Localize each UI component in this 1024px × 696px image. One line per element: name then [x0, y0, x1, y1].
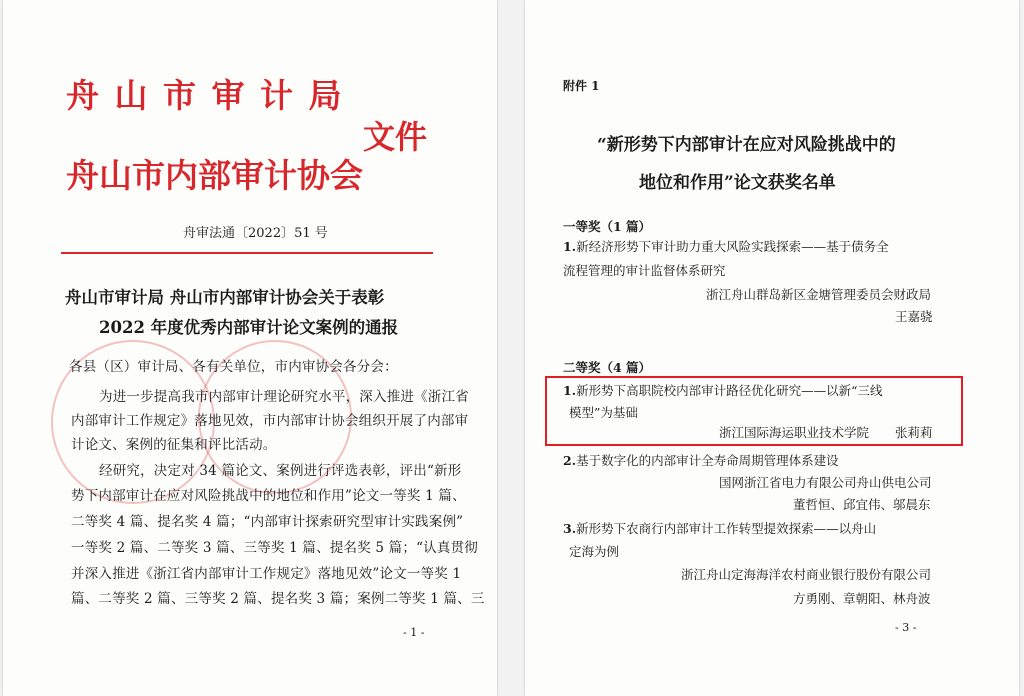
agency-name-audit-association: 舟山市内部审计协会	[66, 156, 363, 195]
paragraph-line: 二等奖 4 篇、提名奖 4 篇；“内部审计探索研究型审计实践案例”	[71, 514, 464, 530]
page-number: - 1 -	[403, 626, 425, 639]
entry-number: 2.	[563, 453, 577, 468]
entry-authors: 王嘉骁	[895, 309, 933, 324]
paragraph-line: 势下内部审计在应对风险挑战中的地位和作用”论文一等奖 1 篇、	[71, 488, 466, 504]
first-prize-heading: 一等奖（1 篇）	[563, 219, 652, 234]
entry-authors: 方勇刚、章朝阳、林舟波	[793, 591, 931, 606]
paragraph-line: 经研究，决定对 34 篇论文、案例进行评选表彰，评出“新形	[99, 463, 462, 479]
salutation: 各县（区）审计局、各有关单位，市内审协会各分会：	[69, 359, 398, 375]
entry-number: 1.	[563, 383, 577, 398]
entry-organization: 浙江舟山定海海洋农村商业银行股份有限公司	[681, 567, 932, 582]
paragraph-line: 一等奖 2 篇、二等奖 3 篇、三等奖 1 篇、提名奖 5 篇；“认真贯彻	[71, 540, 478, 556]
entry-title-line2: 定海为例	[569, 544, 620, 559]
second-prize-heading: 二等奖（4 篇）	[563, 360, 652, 375]
list-title-line2: 地位和作用”论文获奖名单	[639, 173, 836, 193]
award-entry-title	[563, 236, 889, 258]
entry-title-line1: 新形势下高职院校内部审计路径优化研究——以新“三线	[576, 383, 883, 398]
red-separator-line	[61, 252, 433, 254]
left-page	[3, 0, 497, 696]
entry-organization: 国网浙江省电力有限公司舟山供电公司	[719, 475, 932, 490]
paragraph-line: 篇、二等奖 2 篇、三等奖 2 篇、提名奖 3 篇；案例二等奖 1 篇、三	[71, 591, 485, 607]
award-entry-title	[563, 518, 876, 540]
paragraph-line: 并深入推进《浙江省内部审计工作规定》落地见效”论文一等奖 1	[71, 566, 462, 582]
award-entry-title	[563, 380, 882, 402]
entry-number: 1.	[563, 239, 577, 254]
entry-organization: 浙江舟山群岛新区金塘管理委员会财政局	[706, 287, 932, 302]
entry-title-line1: 基于数字化的内部审计全寿命周期管理体系建设	[576, 453, 839, 468]
entry-title-line2: 模型”为基础	[569, 405, 638, 420]
entry-title-line1: 新经济形势下审计助力重大风险实践探索——基于债务全	[576, 239, 889, 254]
entry-title-line2: 流程管理的审计监督体系研究	[563, 263, 726, 278]
entry-organization: 浙江国际海运职业技术学院	[719, 425, 870, 440]
award-entry-title	[563, 450, 839, 472]
page-number: - 3 -	[895, 621, 917, 634]
paragraph-line: 计论文、案例的征集和评比活动。	[71, 437, 277, 453]
attachment-label: 附件 1	[563, 79, 600, 93]
paragraph-line: 内部审计工作规定》落地见效，市内部审计协会组织开展了内部审	[71, 413, 469, 429]
agency-name-audit-bureau: 舟 山 市 审 计 局	[66, 76, 344, 115]
document-word: 文件	[363, 118, 428, 156]
document-number: 舟审法通〔2022〕51 号	[183, 226, 328, 241]
notice-title-line2: 2022 年度优秀内部审计论文案例的通报	[99, 318, 399, 337]
entry-authors: 张莉莉	[895, 425, 933, 440]
entry-title-line1: 新形势下农商行内部审计工作转型提效探索——以舟山	[576, 521, 877, 536]
entry-authors: 董哲恒、邱宜伟、邬晨东	[793, 497, 931, 512]
paragraph-line: 为进一步提高我市内部审计理论研究水平，深入推进《浙江省	[99, 389, 469, 405]
entry-number: 3.	[563, 521, 577, 536]
notice-title-line1: 舟山市审计局 舟山市内部审计协会关于表彰	[65, 288, 385, 307]
right-page	[525, 0, 1019, 696]
list-title-line1: “新形势下内部审计在应对风险挑战中的	[597, 135, 896, 155]
